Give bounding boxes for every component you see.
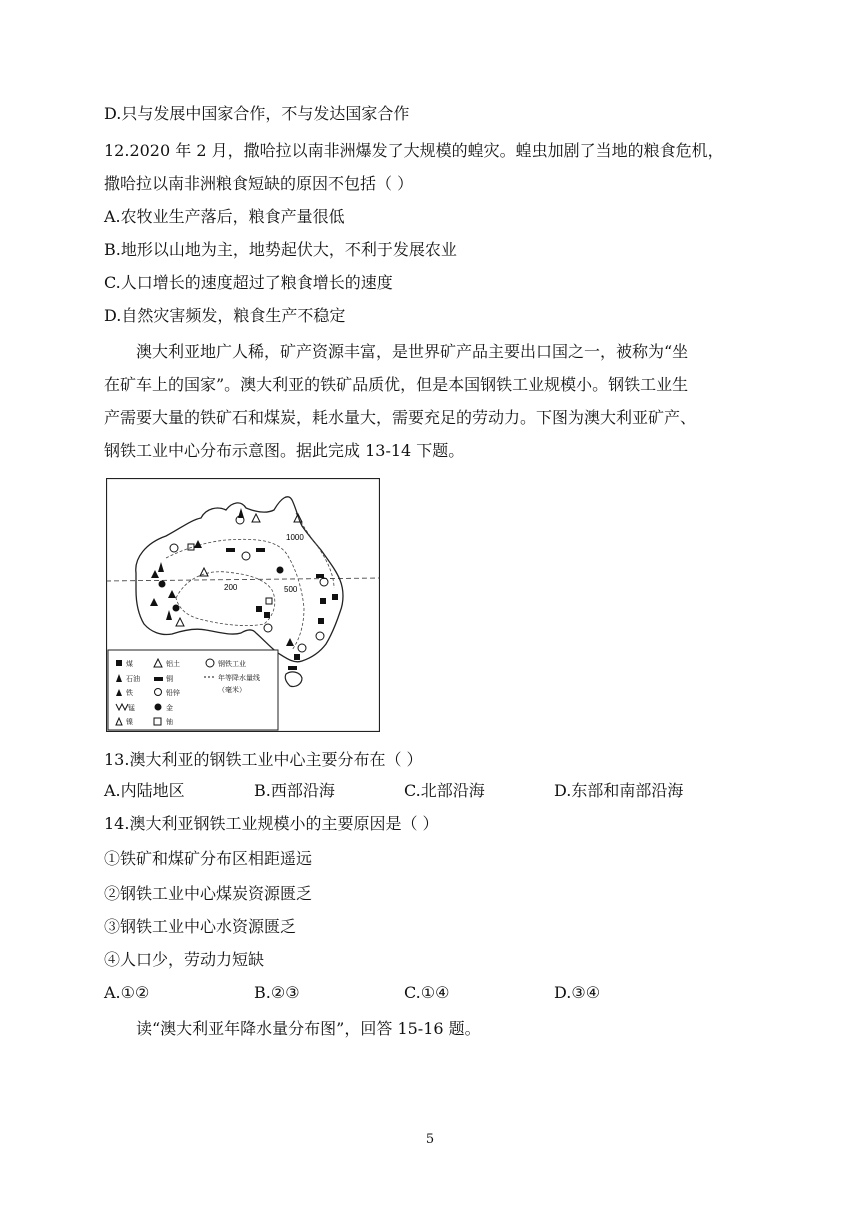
legend-lead-zinc: 铅锌 — [166, 690, 180, 697]
q13-stem: 13.澳大利亚的钢铁工业中心主要分布在（ ） — [104, 750, 423, 769]
legend-isohyet-unit: （毫米） — [218, 687, 246, 694]
coal-symbol — [264, 612, 270, 618]
q14-item-1: ①铁矿和煤矿分布区相距遥远 — [104, 849, 313, 868]
legend-iron: 铁 — [126, 690, 133, 697]
legend-manganese: 锰 — [128, 705, 135, 712]
coal-symbol — [332, 594, 338, 600]
q13-option-b: B.西部沿海 — [254, 781, 335, 800]
isohyet-label-1000: 1000 — [286, 533, 304, 542]
copper-symbol — [288, 666, 297, 670]
passage-line1: 澳大利亚地广人稀，矿产资源丰富，是世界矿产品主要出口国之一，被称为“坐 — [136, 342, 689, 361]
legend-steel: 钢铁工业 — [218, 661, 246, 668]
copper-symbol — [256, 548, 265, 552]
q12-option-d: D.自然灾害频发，粮食生产不稳定 — [104, 306, 346, 325]
q13-option-a: A.内陆地区 — [104, 781, 185, 800]
passage-line2: 在矿车上的国家”。澳大利亚的铁矿品质优，但是本国钢铁工业规模小。钢铁工业生 — [104, 375, 689, 394]
copper-symbol — [316, 574, 324, 578]
q14-option-c: C.①④ — [404, 983, 450, 1002]
q12-option-b: B.地形以山地为主，地势起伏大，不利于发展农业 — [104, 240, 457, 259]
legend-copper: 铜 — [166, 676, 173, 683]
australia-minerals-map — [106, 478, 380, 732]
page-number: 5 — [425, 1132, 435, 1147]
q14-item-4: ④人口少，劳动力短缺 — [104, 950, 265, 969]
coal-symbol — [256, 606, 262, 612]
isohyet-label-200: 200 — [224, 583, 238, 592]
q14-item-3: ③钢铁工业中心水资源匮乏 — [104, 917, 297, 936]
legend-gold: 金 — [166, 705, 173, 712]
copper-symbol — [226, 548, 235, 552]
q12-stem-line2: 撒哈拉以南非洲粮食短缺的原因不包括（ ） — [104, 174, 414, 193]
q14-option-d: D.③④ — [554, 983, 601, 1002]
q12-stem-line1: 12.2020 年 2 月，撒哈拉以南非洲爆发了大规模的蝗灾。蝗虫加剧了当地的粮食危机， — [104, 141, 724, 160]
passage-line3: 产需要大量的铁矿石和煤炭，耗水量大，需要充足的劳动力。下图为澳大利亚矿产、 — [104, 408, 697, 427]
legend-box — [108, 650, 278, 730]
isohyet-label-500: 500 — [284, 585, 298, 594]
legend-coal: 煤 — [126, 661, 133, 668]
q13-option-c: C.北部沿海 — [404, 781, 485, 800]
legend-oil: 石油 — [126, 676, 140, 683]
intro-15-16: 读“澳大利亚年降水量分布图”，回答 15-16 题。 — [136, 1019, 481, 1038]
coal-symbol — [318, 618, 324, 624]
q11-option-d: D.只与发展中国家合作，不与发达国家合作 — [104, 104, 410, 123]
gold-symbol — [173, 605, 180, 612]
q14-option-b: B.②③ — [254, 983, 300, 1002]
legend-bauxite: 铝土 — [166, 661, 180, 668]
legend-nickel: 镍 — [126, 719, 133, 726]
q14-item-2: ②钢铁工业中心煤炭资源匮乏 — [104, 884, 313, 903]
legend-uranium: 铀 — [166, 719, 173, 726]
coal-symbol — [294, 654, 300, 660]
q14-option-a: A.①② — [104, 983, 150, 1002]
q14-stem: 14.澳大利亚钢铁工业规模小的主要原因是（ ） — [104, 814, 439, 833]
passage-line4: 钢铁工业中心分布示意图。据此完成 13-14 下题。 — [104, 441, 465, 460]
gold-symbol — [277, 567, 284, 574]
legend-isohyet: 年等降水量线 — [218, 675, 260, 682]
q12-option-a: A.农牧业生产落后，粮食产量很低 — [104, 207, 345, 226]
coal-symbol — [320, 598, 326, 604]
q13-option-d: D.东部和南部沿海 — [554, 781, 684, 800]
gold-symbol — [159, 581, 166, 588]
q12-option-c: C.人口增长的速度超过了粮食增长的速度 — [104, 273, 393, 292]
